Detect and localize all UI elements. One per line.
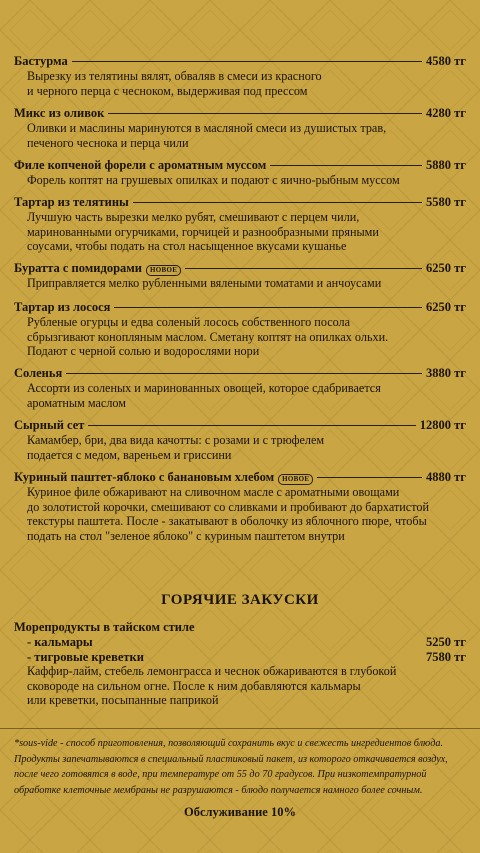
item-description: Ассорти из соленых и маринованных овощей, которое сдабривается ароматным маслом [27,381,381,410]
dot-leader [114,307,422,308]
variant-label: - кальмары [27,635,93,649]
new-badge: НОВОЕ [278,474,313,485]
variant-price: 5250 тг [426,635,466,649]
menu-item-salmon-tartare [14,300,466,359]
dot-leader [317,477,422,478]
dot-leader [66,373,422,374]
item-name: Соленья [14,366,63,380]
item-description: Лучшую часть вырезки мелко рубят, смешивают с перцем чили, маринованными огурчиками, горчицей и разнообразными пряными соусами, чтобы подать на стол насыщенное вкусами кушанье [27,210,379,254]
item-name: Микс из оливок [14,106,105,120]
variant-row [14,635,466,650]
menu-item-burrata [14,261,466,291]
dot-leader [185,268,422,269]
dot-leader [108,113,422,114]
item-description: Форель коптят на грушевых опилках и подают с яично-рыбным муссом [27,173,400,187]
new-badge: НОВОЕ [146,265,181,276]
menu-item-smoked-trout [14,158,466,188]
item-description: Вырезку из телятины вялят, обваляв в смеси из красного и черного перца с чесноком, выдерживая под прессом [27,69,322,98]
item-price: 3880 тг [426,366,466,380]
item-name: Буратта с помидорами [14,261,142,275]
item-name: Куриный паштет-яблоко с банановым хлебом [14,470,275,484]
dot-leader [270,165,422,166]
dot-leader [72,61,422,62]
item-name: Тартар из телятины [14,195,129,209]
variant-price: 7580 тг [426,649,466,664]
variant-row [14,650,466,665]
menu-item-basturma [14,54,466,98]
item-description: Куриное филе обжаривают на сливочном масле с ароматными овощами до золотистой корочки, смешивают со сливками и пробивают до бархатистой текстуры паштета. После - закатывают в оболочку из яблочного пюре, чтобы подать на стол "зеленое яблоко" с куриным паштетом внутри [27,485,429,543]
item-description: Приправляется мелко рубленными вялеными томатами и анчоусами [27,276,382,290]
item-price: 4580 тг [426,54,466,68]
item-name: Бастурма [14,54,68,68]
item-name: Филе копченой форели с ароматным муссом [14,158,267,172]
item-price: 4880 тг [426,470,466,484]
item-description: Оливки и маслины маринуются в масляной смеси из душистых трав, печеного чеснока и перца чили [27,121,387,150]
menu-item-chicken-pate [14,470,466,543]
variant-label: - тигровые креветки [27,649,144,664]
menu-item-cheese-set [14,418,466,462]
dot-leader [88,425,415,426]
menu-item-thai-seafood [14,620,466,708]
item-name: Тартар из лосося [14,300,111,314]
sous-vide-footnote: *sous-vide - способ приготовления, позволяющий сохранить вкус и свежесть ингредиентов блюда. Продукты запечатываются в специальный пластиковый пакет, из которого откачивается воздух, после чего готовятся в воде, при температуре от 55 до 70 градусов. При низкотемпратурной обработке клеточные мембраны не разрушаются - блюдо получается намного более сочным. [14,738,448,796]
item-price: 6250 тг [426,261,466,275]
section-title: ГОРЯЧИЕ ЗАКУСКИ [161,592,319,608]
item-price: 5880 тг [426,158,466,172]
item-name: Морепродукты в тайском стиле [14,620,195,634]
item-price: 12800 тг [419,418,466,432]
menu-item-olive-mix [14,106,466,150]
item-description: Каффир-лайм, стебель лемонграсса и чеснок обжариваются в глубокой сковороде на сильном огне. После к ним добавляются кальмары или креветки, посыпанные паприкой [27,664,397,708]
menu-item-veal-tartare [14,195,466,254]
menu-item-pickles [14,366,466,410]
item-name: Сырный сет [14,418,85,432]
item-price: 5580 тг [426,195,466,209]
item-description: Рубленые огурцы и едва соленый лосось собственного посола сбрызгивают конопляным маслом. Сметану коптят на опилках ольхи. Подают с черной солью и водорослями нори [27,315,389,359]
dot-leader [133,202,422,203]
item-description: Камамбер, бри, два вида качотты: с розами и с трюфелем подается с медом, вареньем и гриссини [27,433,325,462]
item-price: 4280 тг [426,106,466,120]
service-charge: Обслуживание 10% [184,805,296,819]
item-price: 6250 тг [426,300,466,314]
footer-divider [0,728,480,729]
